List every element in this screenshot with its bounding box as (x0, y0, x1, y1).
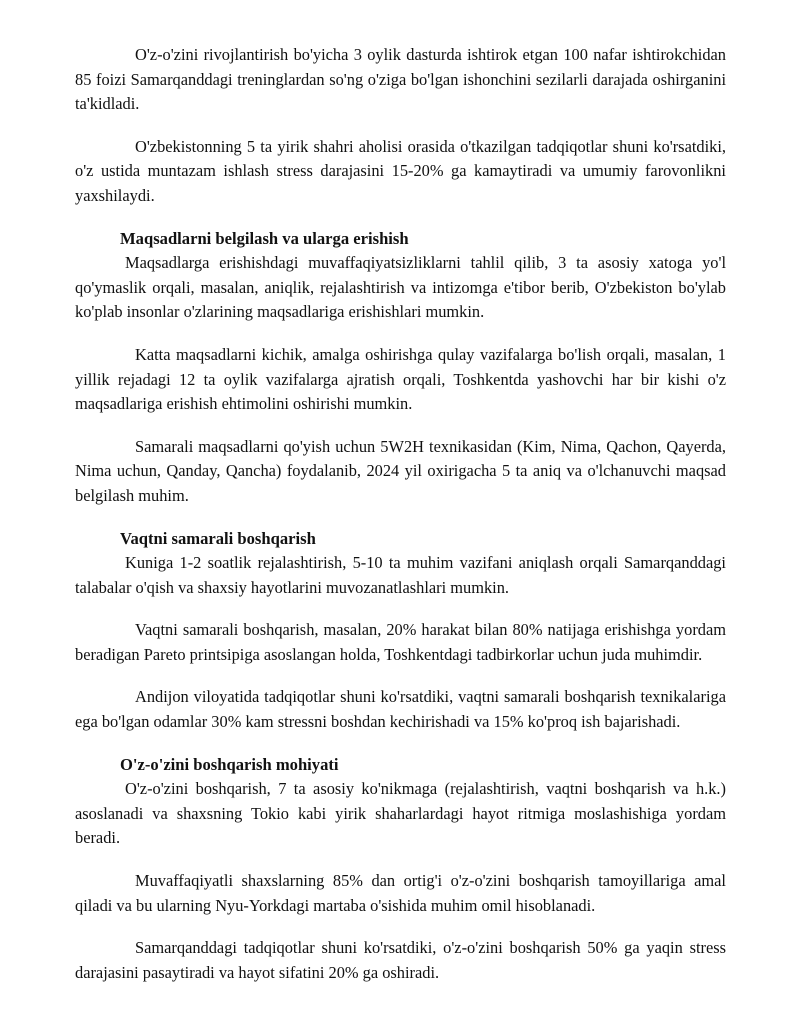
section-heading-goals: Maqsadlarni belgilash va ularga erishish (120, 228, 409, 248)
section-heading-time-management: Vaqtni samarali boshqarish (120, 528, 316, 548)
intro-paragraph: O'zbekistonning 5 ta yirik shahri aholisi orasida o'tkazilgan tadqiqotlar shuni ko'rsatdiki, o'z ustida muntazam ishlash stress darajasini 15-20% ga kamaytiradi va umumiy farovonlikni yaxshilaydi. (75, 136, 726, 205)
intro-paragraph: O'z-o'zini rivojlantirish bo'yicha 3 oylik dasturda ishtirok etgan 100 nafar ishtirokchidan 85 foizi Samarqanddagi treninglardan so'ng o'ziga bo'lgan ishonchini sezilarli darajada oshirganini ta'kidladi. (75, 45, 726, 114)
body-paragraph: Andijon viloyatida tadqiqotlar shuni ko'rsatdiki, vaqtni samarali boshqarish texnikalariga ega bo'lgan odamlar 30% kam stressni boshdan kechirishadi va 15% ko'proq ish bajarishadi. (75, 687, 726, 732)
body-paragraph: Vaqtni samarali boshqarish, masalan, 20% harakat bilan 80% natijaga erishishga yordam beradigan Pareto printsipiga asoslangan holda, Toshkentdagi tadbirkorlar uchun juda muhimdir. (75, 620, 726, 664)
body-paragraph: Katta maqsadlarni kichik, amalga oshirishga qulay vazifalarga bo'lish orqali, masalan, 1 yillik rejadagi 12 ta oylik vazifalarga ajratish orqali, Toshkentda yashovchi har bir kishi o'z maqsadlariga erishish ehtimolini oshirishi mumkin. (75, 344, 726, 414)
body-paragraph: O'z-o'zini boshqarish, 7 ta asosiy ko'nikmaga (rejalashtirish, vaqtni boshqarish va h.k.) asoslanadi va shaxsning Tokio kabi yirik shaharlardagi hayot ritmiga moslashishiga yordam beradi. (75, 779, 726, 848)
body-paragraph: Samarqanddagi tadqiqotlar shuni ko'rsatdiki, o'z-o'zini boshqarish 50% ga yaqin stress darajasini pasaytiradi va hayot sifatini 20% ga oshiradi. (75, 938, 726, 982)
document-page (75, 43, 726, 985)
body-paragraph: Muvaffaqiyatli shaxslarning 85% dan ortig'i o'z-o'zini boshqarish tamoyillariga amal qiladi va bu ularning Nyu-Yorkdagi martaba o'sishida muhim omil hisoblanadi. (75, 871, 726, 915)
section-heading-self-management: O'z-o'zini boshqarish mohiyati (120, 754, 339, 774)
body-paragraph: Samarali maqsadlarni qo'yish uchun 5W2H texnikasidan (Kim, Nima, Qachon, Qayerda, Nima uchun, Qanday, Qancha) foydalanib, 2024 yil oxirigacha 5 ta aniq va o'lchanuvchi maqsad belgilash muhim. (75, 436, 726, 505)
body-paragraph: Maqsadlarga erishishdagi muvaffaqiyatsizliklarni tahlil qilib, 3 ta asosiy xatoga yo'l qo'ymaslik orqali, masalan, aniqlik, rejalashtirish va intizomga e'tibor berib, O'zbekiston bo'ylab ko'plab insonlar o'zlarining maqsadlariga erishishlari mumkin. (75, 253, 726, 322)
body-paragraph: Kuniga 1-2 soatlik rejalashtirish, 5-10 ta muhim vazifani aniqlash orqali Samarqanddagi talabalar o'qish va shaxsiy hayotlarini muvozanatlashlari mumkin. (75, 553, 726, 597)
